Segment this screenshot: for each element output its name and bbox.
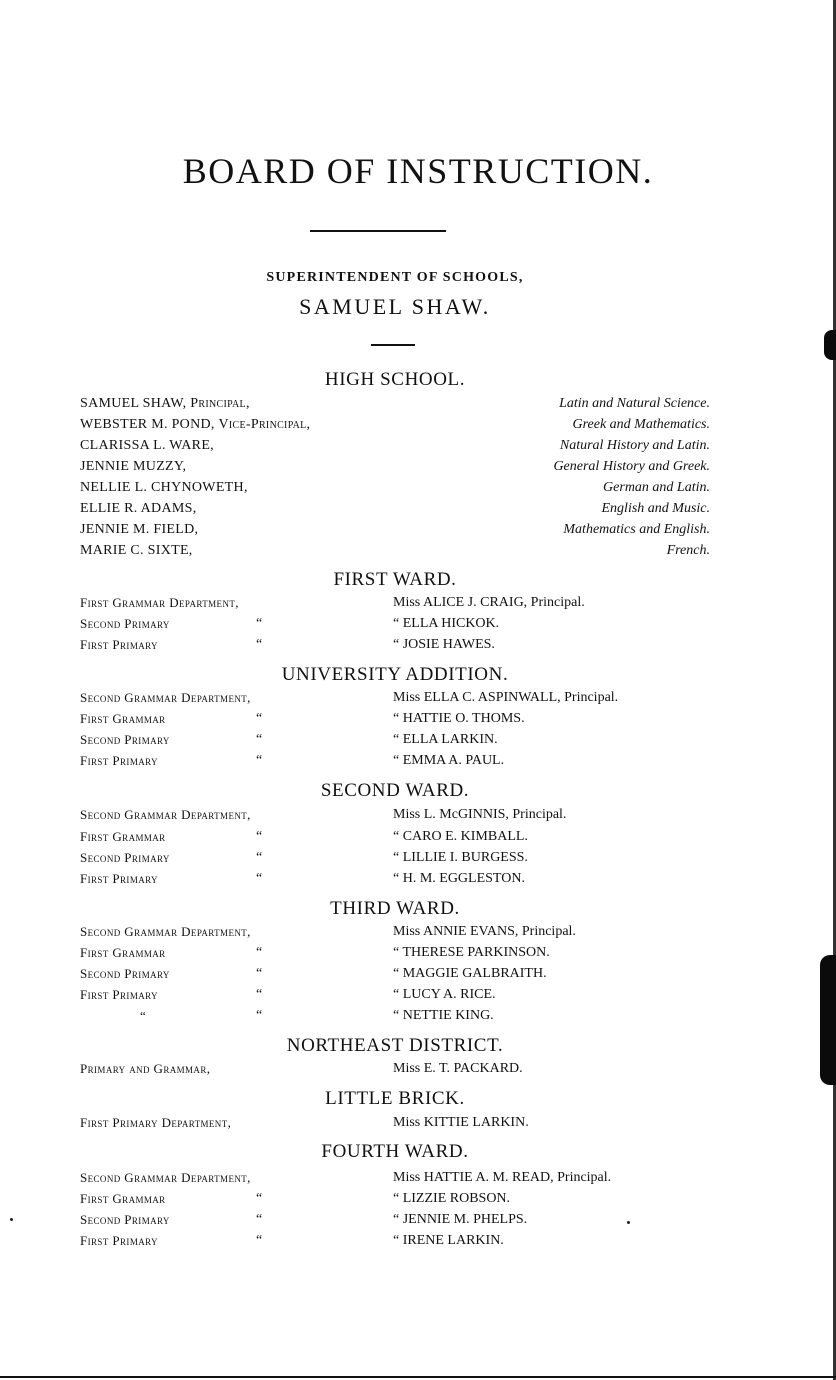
teacher-name: “ LILLIE I. BURGESS. [393,850,528,865]
staff-name: SAMUEL SHAW, Principal, [80,396,250,411]
department-name: Second Grammar Department, [80,1170,251,1185]
ditto-mark: “ [256,1008,263,1023]
department-row [80,1233,710,1254]
department-row [80,616,710,637]
staff-row [80,501,710,522]
superintendent-name: SAMUEL SHAW. [299,294,491,319]
ditto-mark: “ [256,829,263,844]
department-name: Second Grammar Department, [80,807,251,822]
department-name: Second Primary [80,1212,170,1227]
ditto-mark: “ [256,616,263,631]
page-bottom-edge [0,1376,836,1378]
teacher-name: Miss KITTIE LARKIN. [393,1115,529,1130]
ditto-mark: “ [256,1212,263,1227]
staff-name: MARIE C. SIXTE, [80,543,193,558]
department-row [80,637,710,658]
ditto-mark: “ [256,871,263,886]
department-name: Second Primary [80,850,170,865]
department-name: Second Grammar Department, [80,924,251,939]
department-row [80,1191,710,1212]
department-name: First Grammar Department, [80,595,239,610]
teacher-name: “ HATTIE O. THOMS. [393,711,525,726]
staff-name: WEBSTER M. POND, Vice-Principal, [80,417,311,432]
ditto-mark: “ [256,1191,263,1206]
department-row [80,871,710,892]
teacher-name: Miss ALICE J. CRAIG, Principal. [393,595,585,610]
ditto-mark: “ [256,966,263,981]
teacher-name: “ ELLA LARKIN. [393,732,498,747]
department-row [80,807,710,828]
ditto-mark: “ [256,637,263,652]
department-row [80,1170,710,1191]
staff-row [80,396,710,417]
staff-subject: Latin and Natural Science. [559,396,710,411]
department-row [80,753,710,774]
teacher-name: “ H. M. EGGLESTON. [393,871,525,886]
department-name: First Primary [80,637,158,652]
staff-subject: German and Latin. [603,480,710,495]
department-row [80,711,710,732]
department-name: Second Primary [80,616,170,631]
teacher-name: Miss E. T. PACKARD. [393,1061,523,1076]
department-name: Second Grammar Department, [80,690,251,705]
teacher-name: “ NETTIE KING. [393,1008,494,1023]
department-name: Primary and Grammar, [80,1061,211,1076]
teacher-name: “ LIZZIE ROBSON. [393,1191,511,1206]
department-name: First Primary [80,987,158,1002]
teacher-name: “ JENNIE M. PHELPS. [393,1212,528,1227]
staff-row [80,417,710,438]
ditto-mark: “ [256,945,263,960]
section-heading-university-addition: UNIVERSITY ADDITION. [281,664,509,685]
department-row [80,945,710,966]
section-heading-northeast-district: NORTHEAST DISTRICT. [286,1035,504,1056]
department-row [80,924,710,945]
department-name: First Grammar [80,711,166,726]
department-row [80,732,710,753]
staff-subject: English and Music. [601,501,710,516]
staff-name: ELLIE R. ADAMS, [80,501,197,516]
section-heading-first-ward: FIRST WARD. [333,569,457,590]
department-name: First Primary [80,871,158,886]
scan-speck [10,1218,13,1221]
teacher-name: Miss HATTIE A. M. READ, Principal. [393,1170,612,1185]
teacher-name: “ EMMA A. PAUL. [393,753,505,768]
section-heading-high-school: HIGH SCHOOL. [324,369,466,390]
teacher-name: Miss ANNIE EVANS, Principal. [393,924,576,939]
staff-row [80,459,710,480]
scan-edge-mark [824,330,836,360]
staff-name: CLARISSA L. WARE, [80,438,214,453]
superintendent-label: SUPERINTENDENT OF SCHOOLS, [266,270,524,285]
department-row [80,850,710,871]
superintendent-rule [371,344,415,346]
staff-name: JENNIE MUZZY, [80,459,187,474]
ditto-mark: “ [256,711,263,726]
ditto-mark: “ [256,987,263,1002]
staff-name: JENNIE M. FIELD, [80,522,199,537]
staff-subject: French. [666,543,710,558]
department-name: First Primary [80,1233,158,1248]
teacher-name: “ THERESE PARKINSON. [393,945,550,960]
scan-edge-mark [820,955,836,1085]
teacher-name: Miss ELLA C. ASPINWALL, Principal. [393,690,619,705]
staff-row [80,543,710,564]
teacher-name: “ MAGGIE GALBRAITH. [393,966,547,981]
page-title: BOARD OF INSTRUCTION. [182,151,654,191]
section-heading-third-ward: THIRD WARD. [330,898,460,919]
section-heading-fourth-ward: FOURTH WARD. [321,1141,469,1162]
title-rule [310,230,446,232]
department-row [80,690,710,711]
department-name: Second Primary [80,732,170,747]
teacher-name: “ ELLA HICKOK. [393,616,500,631]
teacher-name: “ LUCY A. RICE. [393,987,496,1002]
department-row [80,1061,710,1082]
department-row [80,1212,710,1233]
department-name: First Grammar [80,945,166,960]
staff-subject: Greek and Mathematics. [572,417,710,432]
department-name: First Primary [80,753,158,768]
staff-row [80,522,710,543]
ditto-mark: “ [256,753,263,768]
department-name: Second Primary [80,966,170,981]
staff-name: NELLIE L. CHYNOWETH, [80,480,248,495]
department-row [80,1115,710,1136]
staff-subject: Natural History and Latin. [559,438,710,453]
department-name: First Grammar [80,829,166,844]
staff-subject: Mathematics and English. [563,522,710,537]
department-row [80,987,710,1008]
department-name: First Grammar [80,1191,166,1206]
staff-row [80,438,710,459]
department-row [80,829,710,850]
teacher-name: “ CARO E. KIMBALL. [393,829,528,844]
teacher-name: Miss L. McGINNIS, Principal. [393,807,567,822]
staff-subject: General History and Greek. [553,459,710,474]
scan-speck [627,1221,630,1224]
ditto-mark: “ [256,1233,263,1248]
department-name: “ [140,1008,147,1023]
department-row [80,595,710,616]
teacher-name: “ IRENE LARKIN. [393,1233,504,1248]
department-row [80,1008,710,1029]
teacher-name: “ JOSIE HAWES. [393,637,495,652]
section-heading-little-brick: LITTLE BRICK. [325,1088,465,1109]
ditto-mark: “ [256,850,263,865]
ditto-mark: “ [256,732,263,747]
staff-row [80,480,710,501]
department-row [80,966,710,987]
department-name: First Primary Department, [80,1115,232,1130]
section-heading-second-ward: SECOND WARD. [320,780,470,801]
